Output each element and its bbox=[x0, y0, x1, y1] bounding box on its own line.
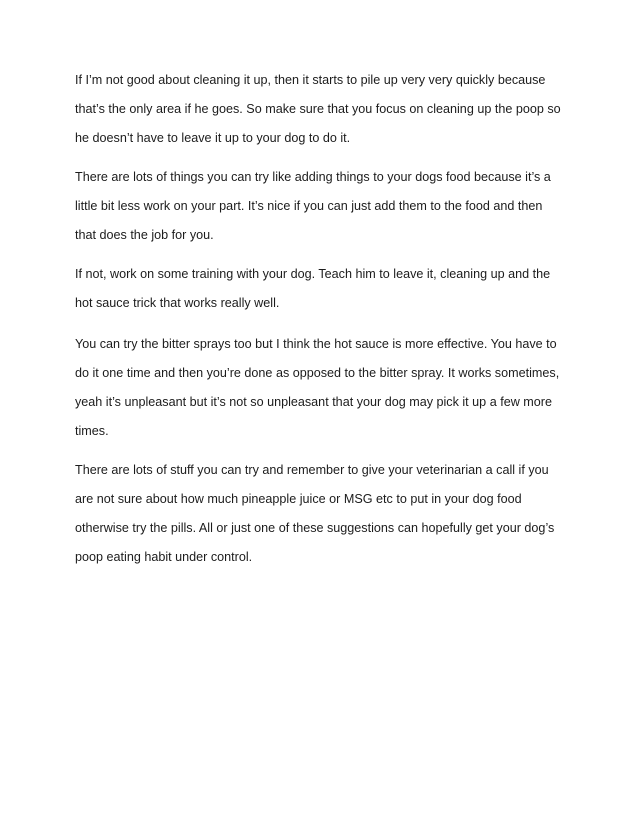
paragraph-line: otherwise try the pills. All or just one of these suggestions can hopefully get your dog’s bbox=[75, 521, 555, 535]
paragraph-line: There are lots of things you can try like adding things to your dogs food because it’s a bbox=[75, 170, 551, 184]
paragraph-1 bbox=[75, 66, 575, 153]
paragraph-5 bbox=[75, 456, 575, 572]
paragraph-line: are not sure about how much pineapple juice or MSG etc to put in your dog food bbox=[75, 492, 522, 506]
paragraph-line: If not, work on some training with your dog. Teach him to leave it, cleaning up and the bbox=[75, 267, 551, 281]
paragraph-line: that’s the only area if he goes. So make sure that you focus on cleaning up the poop so bbox=[75, 102, 561, 116]
paragraph-line: little bit less work on your part. It’s nice if you can just add them to the food and then bbox=[75, 199, 543, 213]
paragraph-2 bbox=[75, 163, 575, 250]
document-body bbox=[75, 66, 575, 572]
paragraph-line: do it one time and then you’re done as opposed to the bitter spray. It works sometimes, bbox=[75, 366, 560, 380]
paragraph-line: poop eating habit under control. bbox=[75, 550, 253, 564]
paragraph-line: If I’m not good about cleaning it up, then it starts to pile up very very quickly because bbox=[75, 73, 546, 87]
paragraph-line: There are lots of stuff you can try and remember to give your veterinarian a call if you bbox=[75, 463, 549, 477]
paragraph-line: times. bbox=[75, 424, 109, 438]
paragraph-line: You can try the bitter sprays too but I think the hot sauce is more effective. You have to bbox=[75, 337, 557, 351]
paragraph-3 bbox=[75, 260, 575, 318]
paragraph-line: yeah it’s unpleasant but it’s not so unpleasant that your dog may pick it up a few more bbox=[75, 395, 552, 409]
paragraph-line: that does the job for you. bbox=[75, 228, 214, 242]
paragraph-4 bbox=[75, 330, 575, 446]
paragraph-line: he doesn’t have to leave it up to your dog to do it. bbox=[75, 131, 351, 145]
paragraph-line: hot sauce trick that works really well. bbox=[75, 296, 280, 310]
